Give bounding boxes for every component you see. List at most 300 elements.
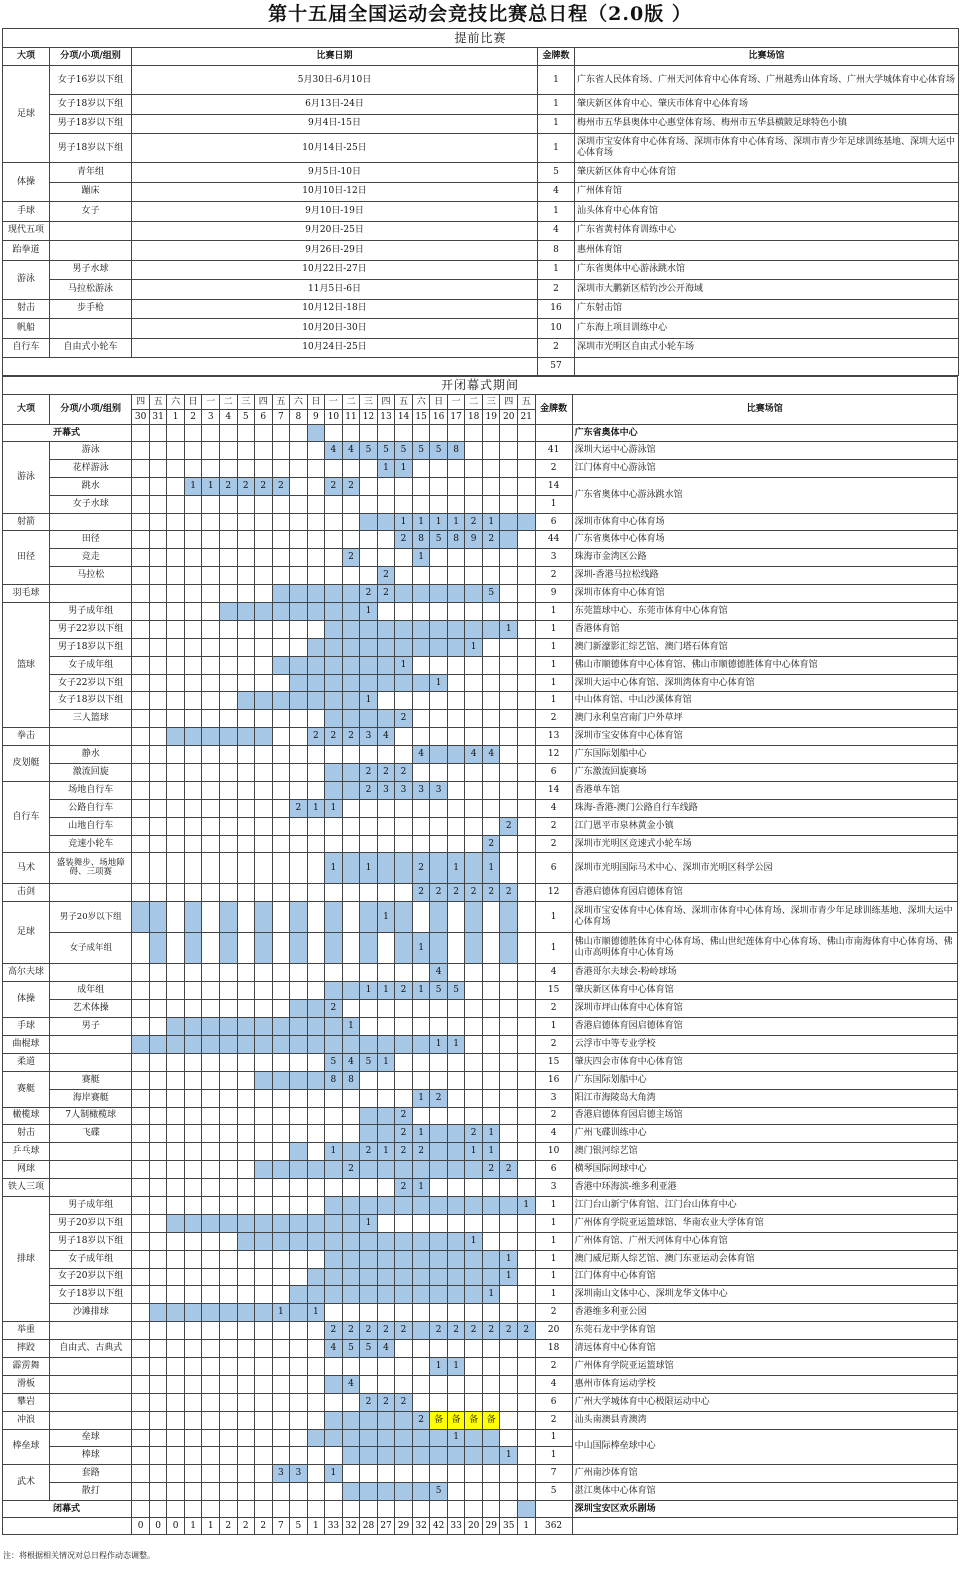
- sub-cell: [50, 964, 132, 982]
- day-slot: [307, 638, 325, 656]
- day-slot: [184, 638, 202, 656]
- day-slot: [237, 764, 255, 782]
- day-slot: [360, 884, 378, 902]
- day-slot: [255, 853, 273, 884]
- day-slot: [237, 585, 255, 603]
- day-cell: 18: [465, 410, 483, 425]
- day-slot: [272, 1411, 290, 1429]
- day-slot: 5: [342, 1340, 360, 1358]
- day-slot: [360, 1018, 378, 1036]
- day-slot: [272, 674, 290, 692]
- day-slot: [465, 495, 483, 513]
- day-slot: 2: [395, 1143, 413, 1161]
- day-slot: [290, 933, 308, 964]
- header-sub: 分项/小项/组别: [50, 395, 132, 425]
- day-slot: [272, 549, 290, 567]
- day-slot: 备: [447, 1411, 465, 1429]
- day-slot: [219, 1107, 237, 1125]
- day-slot: [465, 964, 483, 982]
- day-slot: [518, 817, 536, 835]
- day-slot: [184, 884, 202, 902]
- day-slot: [500, 1340, 518, 1358]
- sub-cell: 男子水球: [50, 260, 132, 280]
- table-row: [3, 1179, 958, 1197]
- sub-cell: 竞速小轮车: [50, 835, 132, 853]
- day-slot: [255, 1053, 273, 1071]
- day-slot: 8: [447, 442, 465, 460]
- day-slot: [167, 835, 185, 853]
- day-slot: [184, 1304, 202, 1322]
- day-slot: [167, 513, 185, 531]
- medals-cell: 2: [535, 1035, 572, 1053]
- day-slot: 1: [325, 1143, 343, 1161]
- day-slot: [237, 1053, 255, 1071]
- day-slot: 2: [447, 1322, 465, 1340]
- day-slot: [325, 1232, 343, 1250]
- day-slot: [360, 1429, 378, 1447]
- day-slot: [447, 964, 465, 982]
- day-slot: [447, 692, 465, 710]
- day-slot: [237, 1232, 255, 1250]
- day-slot: [518, 620, 536, 638]
- day-slot: [360, 638, 378, 656]
- closing-ceremony-row: [3, 1501, 958, 1518]
- day-slot: [307, 1107, 325, 1125]
- day-slot: [202, 513, 220, 531]
- daily-total-cell: 1: [184, 1518, 202, 1535]
- day-slot: [255, 585, 273, 603]
- day-cell: 2: [184, 410, 202, 425]
- medals-cell: 4: [535, 1375, 572, 1393]
- day-slot: [325, 1483, 343, 1501]
- venue-cell: 香港中环海滨-维多利亚港: [572, 1179, 957, 1197]
- weekday-cell: 二: [342, 395, 360, 410]
- sub-cell: 马拉松游泳: [50, 280, 132, 300]
- day-slot: [360, 1250, 378, 1268]
- day-slot: [395, 853, 413, 884]
- table-row: [3, 964, 958, 982]
- day-slot: [342, 1393, 360, 1411]
- day-slot: [307, 1232, 325, 1250]
- venue-cell: 东莞石龙中学体育馆: [572, 1322, 957, 1340]
- event-cell: 足球: [3, 902, 50, 964]
- day-slot: [518, 746, 536, 764]
- day-slot: [149, 495, 167, 513]
- table-row: [3, 638, 958, 656]
- advance-total-row: [3, 358, 959, 376]
- day-slot: [412, 477, 430, 495]
- day-slot: [167, 1322, 185, 1340]
- day-slot: 2: [412, 853, 430, 884]
- day-slot: [430, 1340, 448, 1358]
- day-slot: [412, 835, 430, 853]
- medals-cell: 9: [535, 585, 572, 603]
- event-cell: 乒乓球: [3, 1143, 50, 1161]
- day-slot: [500, 638, 518, 656]
- day-slot: 1: [202, 477, 220, 495]
- day-slot: [360, 1375, 378, 1393]
- day-slot: [219, 1393, 237, 1411]
- table-row: [3, 241, 959, 261]
- day-slot: [395, 933, 413, 964]
- day-slot: [447, 1447, 465, 1465]
- day-slot: [518, 442, 536, 460]
- day-slot: [500, 585, 518, 603]
- day-slot: [430, 1143, 448, 1161]
- day-slot: [237, 549, 255, 567]
- day-slot: [412, 1214, 430, 1232]
- day-slot: [132, 1232, 150, 1250]
- day-slot: [518, 1429, 536, 1447]
- day-slot: [447, 620, 465, 638]
- day-slot: [395, 1089, 413, 1107]
- medals-cell: 12: [535, 884, 572, 902]
- event-cell: 柔道: [3, 1053, 50, 1071]
- day-slot: [447, 603, 465, 621]
- day-slot: [500, 710, 518, 728]
- day-slot: [395, 585, 413, 603]
- day-slot: 2: [237, 477, 255, 495]
- day-slot: 2: [465, 1322, 483, 1340]
- day-slot: [465, 835, 483, 853]
- day-slot: [167, 1035, 185, 1053]
- event-cell: 跆拳道: [3, 241, 50, 261]
- day-slot: [360, 933, 378, 964]
- event-cell: 射击: [3, 299, 50, 319]
- day-slot: [167, 656, 185, 674]
- event-cell: 游泳: [3, 260, 50, 299]
- day-slot: [465, 853, 483, 884]
- day-slot: [342, 603, 360, 621]
- day-slot: [518, 799, 536, 817]
- day-slot: [167, 425, 185, 442]
- day-slot: 1: [395, 459, 413, 477]
- venue-cell: 肇庆四会市体育中心体育馆: [572, 1053, 957, 1071]
- day-slot: [430, 549, 448, 567]
- table-row: [3, 280, 959, 300]
- medals-cell: 3: [535, 549, 572, 567]
- day-slot: [219, 1018, 237, 1036]
- day-slot: [465, 459, 483, 477]
- sub-cell: 男子18岁以下组: [50, 134, 132, 163]
- day-slot: [500, 1143, 518, 1161]
- day-slot: [272, 1125, 290, 1143]
- event-cell: 帆船: [3, 319, 50, 339]
- day-slot: [325, 1035, 343, 1053]
- sub-cell: [50, 1393, 132, 1411]
- day-slot: [255, 1143, 273, 1161]
- day-slot: [518, 1000, 536, 1018]
- day-slot: [447, 1089, 465, 1107]
- day-slot: [255, 1340, 273, 1358]
- day-slot: [202, 1357, 220, 1375]
- day-slot: [465, 1000, 483, 1018]
- day-slot: [255, 964, 273, 982]
- day-slot: 1: [360, 1214, 378, 1232]
- day-slot: [430, 1018, 448, 1036]
- day-slot: [482, 1250, 500, 1268]
- day-slot: 2: [500, 1322, 518, 1340]
- day-slot: [219, 728, 237, 746]
- day-slot: [342, 710, 360, 728]
- day-slot: [430, 477, 448, 495]
- day-slot: [167, 1232, 185, 1250]
- day-slot: [518, 567, 536, 585]
- day-slot: [202, 1196, 220, 1214]
- day-slot: [219, 1322, 237, 1340]
- day-slot: [184, 1322, 202, 1340]
- day-slot: [412, 1375, 430, 1393]
- day-slot: [465, 1196, 483, 1214]
- day-slot: [184, 1179, 202, 1197]
- day-slot: [202, 1304, 220, 1322]
- day-slot: 8: [342, 1071, 360, 1089]
- day-slot: [184, 746, 202, 764]
- weekday-cell: 四: [132, 395, 150, 410]
- day-slot: 1: [342, 1018, 360, 1036]
- day-slot: [360, 1304, 378, 1322]
- day-slot: [237, 1375, 255, 1393]
- sub-cell: 盛装舞步、场地障碍、三项赛: [50, 853, 132, 884]
- day-slot: [412, 1053, 430, 1071]
- day-slot: [184, 495, 202, 513]
- day-slot: [377, 1429, 395, 1447]
- day-cell: 3: [202, 410, 220, 425]
- day-slot: [237, 1429, 255, 1447]
- event-cell: 赛艇: [3, 1071, 50, 1107]
- day-slot: 1: [430, 1357, 448, 1375]
- sub-cell: [50, 513, 132, 531]
- day-slot: [307, 513, 325, 531]
- sub-cell: [50, 1322, 132, 1340]
- day-slot: [290, 982, 308, 1000]
- medals-cell: 1: [535, 620, 572, 638]
- medals-cell: 2: [535, 1304, 572, 1322]
- day-slot: [167, 620, 185, 638]
- venue-cell: 深圳大运中心游泳馆: [572, 442, 957, 460]
- day-slot: [395, 495, 413, 513]
- day-slot: 2: [377, 567, 395, 585]
- day-slot: [465, 1465, 483, 1483]
- day-slot: 3: [272, 1465, 290, 1483]
- day-slot: [219, 746, 237, 764]
- table-row: [3, 549, 958, 567]
- day-slot: [184, 1161, 202, 1179]
- day-slot: [325, 982, 343, 1000]
- day-slot: [290, 638, 308, 656]
- day-slot: [202, 781, 220, 799]
- day-slot: [167, 1286, 185, 1304]
- day-slot: [149, 817, 167, 835]
- day-slot: [360, 1447, 378, 1465]
- day-slot: [325, 425, 343, 442]
- day-slot: [518, 495, 536, 513]
- venue-cell: 香港启德体育园启德主场馆: [572, 1107, 957, 1125]
- day-slot: [149, 710, 167, 728]
- venue-cell: 惠州市体育运动学校: [572, 1375, 957, 1393]
- day-slot: [395, 835, 413, 853]
- day-slot: [482, 567, 500, 585]
- day-slot: [255, 1483, 273, 1501]
- day-slot: [518, 964, 536, 982]
- venue-cell: 江门恩平市泉林黄金小镇: [572, 817, 957, 835]
- venue-cell: 肇庆新区体育中心、肇庆市体育中心体育场: [575, 95, 959, 115]
- date-cell: 10月10日-12日: [132, 182, 538, 202]
- medals-cell: 1: [535, 1268, 572, 1286]
- day-slot: [167, 1447, 185, 1465]
- day-slot: [272, 1268, 290, 1286]
- day-slot: [482, 799, 500, 817]
- day-slot: [255, 1250, 273, 1268]
- day-slot: [395, 1250, 413, 1268]
- day-slot: [290, 1340, 308, 1358]
- day-slot: [412, 1447, 430, 1465]
- day-slot: [518, 1232, 536, 1250]
- day-slot: [412, 1268, 430, 1286]
- day-slot: [430, 459, 448, 477]
- day-slot: 1: [377, 982, 395, 1000]
- day-slot: [202, 638, 220, 656]
- day-slot: [237, 1018, 255, 1036]
- table-row: [3, 459, 958, 477]
- day-slot: 2: [307, 728, 325, 746]
- day-slot: [184, 1214, 202, 1232]
- day-slot: [342, 1501, 360, 1518]
- event-cell: 棒垒球: [3, 1429, 50, 1465]
- day-slot: 1: [447, 1357, 465, 1375]
- day-slot: [377, 477, 395, 495]
- weekday-cell: 一: [325, 395, 343, 410]
- day-slot: 备: [465, 1411, 483, 1429]
- day-slot: [307, 567, 325, 585]
- day-slot: [132, 710, 150, 728]
- day-slot: [447, 585, 465, 603]
- day-slot: [132, 1053, 150, 1071]
- day-slot: [272, 425, 290, 442]
- table-row: [3, 513, 958, 531]
- day-slot: 3: [360, 728, 378, 746]
- medals-cell: 2: [535, 1107, 572, 1125]
- day-slot: 1: [500, 620, 518, 638]
- day-slot: 2: [395, 1393, 413, 1411]
- day-slot: [342, 1179, 360, 1197]
- day-slot: 1: [482, 853, 500, 884]
- day-slot: [255, 549, 273, 567]
- day-slot: [202, 1232, 220, 1250]
- event-cell: 击剑: [3, 884, 50, 902]
- day-slot: [430, 656, 448, 674]
- sub-cell: 女子22岁以下组: [50, 674, 132, 692]
- table-row: [3, 1268, 958, 1286]
- sub-cell: 田径: [50, 531, 132, 549]
- table-row: [3, 567, 958, 585]
- day-slot: [184, 603, 202, 621]
- day-slot: [395, 603, 413, 621]
- venue-cell: 深圳市宝安体育中心体育场、深圳市体育中心体育场、深圳市青少年足球训练基地、深圳大运中心体育场: [575, 134, 959, 163]
- day-slot: [272, 1429, 290, 1447]
- table-row: [3, 853, 958, 884]
- day-slot: [202, 1143, 220, 1161]
- day-slot: [482, 425, 500, 442]
- venue-cell: 深圳-香港马拉松线路: [572, 567, 957, 585]
- day-slot: [482, 1179, 500, 1197]
- day-cell: 7: [272, 410, 290, 425]
- day-slot: [167, 1465, 185, 1483]
- day-slot: [255, 1000, 273, 1018]
- day-slot: [307, 585, 325, 603]
- day-slot: [342, 1196, 360, 1214]
- day-slot: [342, 638, 360, 656]
- day-slot: [307, 1125, 325, 1143]
- total-medals-cell: 57: [538, 358, 575, 376]
- day-slot: [500, 1375, 518, 1393]
- day-slot: [132, 728, 150, 746]
- day-slot: [272, 1053, 290, 1071]
- day-slot: [237, 1035, 255, 1053]
- day-slot: [500, 1125, 518, 1143]
- day-slot: [518, 710, 536, 728]
- day-slot: [430, 853, 448, 884]
- day-slot: [132, 603, 150, 621]
- day-slot: [149, 1304, 167, 1322]
- day-slot: 4: [325, 442, 343, 460]
- venue-cell: 香港启德体育园启德体育馆: [572, 1018, 957, 1036]
- day-slot: 1: [447, 513, 465, 531]
- day-slot: [219, 964, 237, 982]
- day-slot: [255, 513, 273, 531]
- day-slot: [377, 1125, 395, 1143]
- table-row: [3, 66, 959, 95]
- daily-total-cell: 2: [219, 1518, 237, 1535]
- day-slot: [482, 710, 500, 728]
- day-slot: [219, 853, 237, 884]
- event-cell: 摔跤: [3, 1340, 50, 1358]
- day-slot: [430, 1286, 448, 1304]
- day-slot: [184, 442, 202, 460]
- day-slot: 2: [482, 531, 500, 549]
- day-slot: [377, 853, 395, 884]
- day-slot: [219, 656, 237, 674]
- day-slot: [412, 1483, 430, 1501]
- day-slot: [447, 1465, 465, 1483]
- day-slot: [500, 1071, 518, 1089]
- day-slot: [325, 835, 343, 853]
- day-slot: [290, 549, 308, 567]
- day-slot: [500, 1304, 518, 1322]
- day-slot: [219, 692, 237, 710]
- day-slot: [237, 656, 255, 674]
- day-slot: [518, 1018, 536, 1036]
- day-slot: [167, 746, 185, 764]
- day-slot: [237, 781, 255, 799]
- day-slot: [272, 459, 290, 477]
- day-slot: [465, 1304, 483, 1322]
- day-slot: [307, 1018, 325, 1036]
- day-slot: [482, 1089, 500, 1107]
- table-row: [3, 656, 958, 674]
- day-slot: 3: [290, 1465, 308, 1483]
- day-slot: [325, 1125, 343, 1143]
- day-slot: [325, 1250, 343, 1268]
- day-slot: [325, 1089, 343, 1107]
- day-slot: [132, 1000, 150, 1018]
- day-slot: [518, 674, 536, 692]
- day-slot: [412, 764, 430, 782]
- day-slot: 2: [482, 835, 500, 853]
- day-slot: 8: [412, 531, 430, 549]
- day-slot: [325, 764, 343, 782]
- day-slot: [307, 1465, 325, 1483]
